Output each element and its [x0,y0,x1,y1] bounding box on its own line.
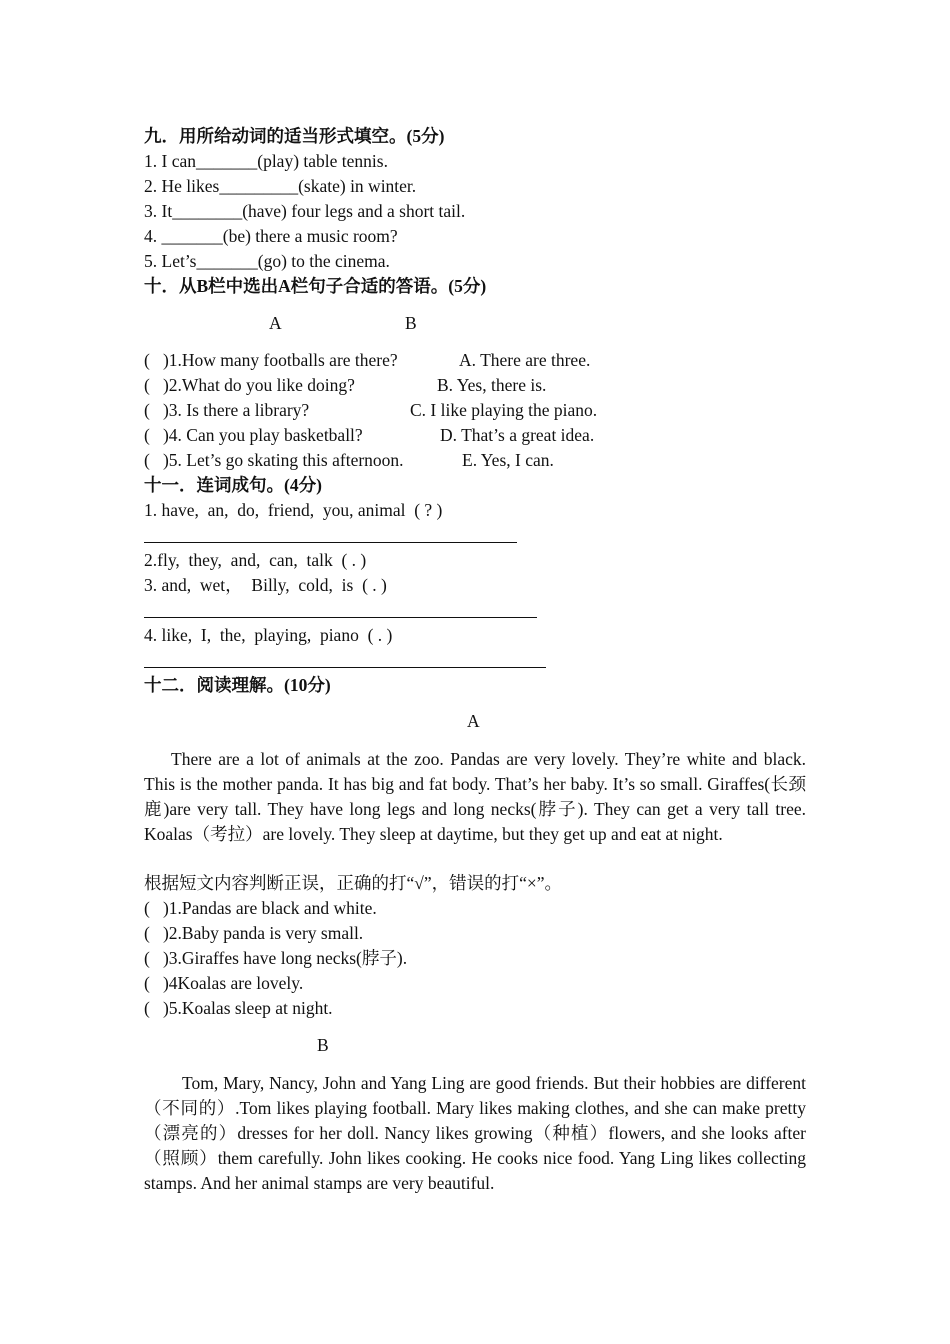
sec10-answer-b: B. Yes, there is. [437,375,547,395]
column-b-header: B [405,313,417,333]
passage-a: There are a lot of animals at the zoo. Pandas are very lovely. They’re white and black. This is the mother panda. It has big and fat body. That’s her baby. It’s so small. Giraffes(长颈鹿)are very tall. They have long legs and long necks(脖子). They can get a very tall tree. Koalas（考拉）are lovely. They sleep at daytime, but they get up and eat at night. [144,749,806,844]
sec9-item-5: 5. Let’s_______(go) to the cinema. [144,251,390,271]
sec11-item-2: 2.fly, they, and, can, talk ( . ) [144,550,367,570]
passage-a-item-2: ( )2.Baby panda is very small. [144,923,364,943]
passage-b-label: B [317,1035,329,1055]
sec11-item-3: 3. and, wet， Billy, cold, is ( . ) [144,575,387,595]
passage-a-instruction: 根据短文内容判断正误，正确的打“√”，错误的打“×”。 [144,873,563,893]
sec10-question-2: ( )2.What do you like doing? [144,375,355,395]
section-12-title: 十二．阅读理解。(10分) [144,675,331,695]
sec10-answer-c: C. I like playing the piano. [410,400,598,420]
passage-a-item-5: ( )5.Koalas sleep at night. [144,998,333,1018]
passage-a-item-4: ( )4Koalas are lovely. [144,973,304,993]
sec9-item-2: 2. He likes_________(skate) in winter. [144,176,417,196]
answer-line-3[interactable] [144,617,537,618]
section-11-title: 十一．连词成句。(4分) [144,475,322,495]
sec10-question-5: ( )5. Let’s go skating this afternoon. [144,450,404,470]
section-10-title: 十．从B栏中选出A栏句子合适的答语。(5分) [144,276,487,296]
column-a-header: A [269,313,282,333]
section-9-title: 九．用所给动词的适当形式填空。(5分) [144,126,445,146]
answer-line-1[interactable] [144,542,517,543]
sec9-item-3: 3. It________(have) four legs and a short tail. [144,201,466,221]
passage-b: Tom, Mary, Nancy, John and Yang Ling are good friends. But their hobbies are different（不同的）.Tom likes playing football. Mary likes making clothes, and she can make pretty（漂亮的）dresses for her doll. Nancy likes growing（种植）flowers, and she looks after（照顾）them carefully. John likes cooking. He cooks nice food. Yang Ling likes collecting stamps. And her animal stamps are very beautiful. [144,1073,806,1193]
answer-line-4[interactable] [144,667,546,668]
passage-a-item-3: ( )3.Giraffes have long necks(脖子). [144,948,408,968]
sec10-question-3: ( )3. Is there a library? [144,400,310,420]
sec11-item-4: 4. like, I, the, playing, piano ( . ) [144,625,393,645]
sec10-answer-e: E. Yes, I can. [462,450,554,470]
sec10-question-1: ( )1.How many footballs are there? [144,350,398,370]
sec10-answer-d: D. That’s a great idea. [440,425,595,445]
passage-a-item-1: ( )1.Pandas are black and white. [144,898,377,918]
sec10-question-4: ( )4. Can you play basketball? [144,425,363,445]
sec11-item-1: 1. have, an, do, friend, you, animal ( ? ) [144,500,443,520]
passage-a-label: A [467,711,480,731]
sec9-item-1: 1. I can_______(play) table tennis. [144,151,388,171]
sec9-item-4: 4. _______(be) there a music room? [144,226,398,246]
sec10-answer-a: A. There are three. [459,350,591,370]
